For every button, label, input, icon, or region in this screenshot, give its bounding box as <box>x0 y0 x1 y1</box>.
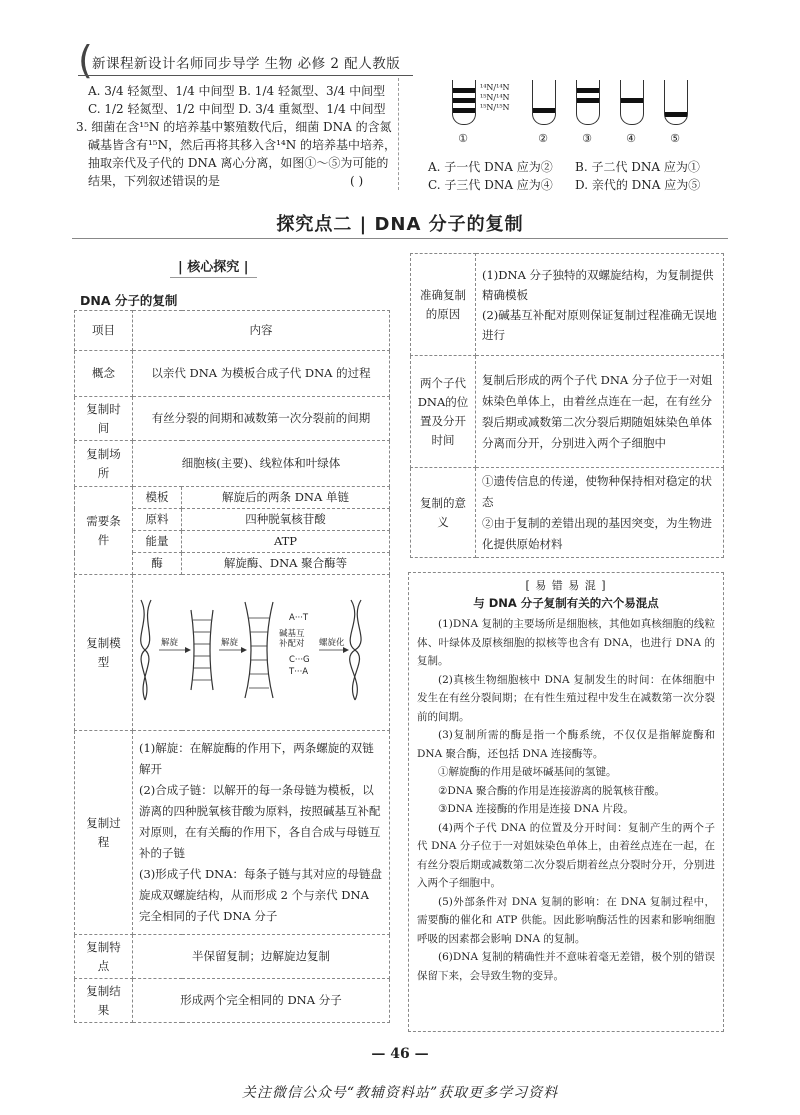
process-cell <box>133 731 390 935</box>
tube-number: ② <box>538 132 548 145</box>
tube-4 <box>620 80 644 125</box>
tube-band <box>577 88 599 93</box>
error-prone-box <box>408 572 724 1032</box>
box-paragraph: (6)DNA 复制的精确性并不意味着毫无差错，极个别的错误保留下来，会导致生物的变异。 <box>417 951 715 982</box>
band-label-heavy: ¹⁵N/¹⁵N <box>480 103 510 112</box>
label-unwind: 解旋 <box>221 637 239 648</box>
cell-value <box>476 254 724 356</box>
reason-item: (2)碱基互补配对原则保证复制过程准确无误地进行 <box>482 307 717 342</box>
cell-label: 复制模型 <box>75 575 133 731</box>
core-inquiry-heading: | 核心探究 | <box>170 256 257 278</box>
table-row <box>75 979 390 1023</box>
q3-answer-paren: ( ) <box>350 174 364 188</box>
cell-value: 以亲代 DNA 为模板合成子代 DNA 的过程 <box>133 351 390 397</box>
cell-value: 细胞核(主要)、线粒体和叶绿体 <box>133 441 390 487</box>
tube-2 <box>532 80 556 125</box>
table-row <box>75 935 390 979</box>
table-row <box>411 468 724 558</box>
seq-label: T···A <box>289 666 309 677</box>
q3-line2: 碱基皆含有¹⁵N，然后再将其移入含¹⁴N 的培养基中培养， <box>88 138 397 152</box>
table-row <box>411 356 724 468</box>
q3-option-a: A. 子一代 DNA 应为② <box>428 160 553 174</box>
table-row <box>75 731 390 935</box>
box-paragraph: ②DNA 聚合酶的作用是连接游离的脱氧核苷酸。 <box>438 784 665 797</box>
band-label-light: ¹⁴N/¹⁴N <box>480 83 510 92</box>
cell-value: 复制后形成的两个子代 DNA 分子位于一对姐妹染色单体上，由着丝点连在一起，在有丝分裂后期或减数第二次分裂后期随姐妹染色单体分离而分开，分别进入两个子细胞中 <box>476 356 724 468</box>
label-pair: 补配对 <box>279 638 305 649</box>
box-tag: [ 易 错 易 混 ] <box>525 579 607 592</box>
page-number: — 46 — <box>371 1046 429 1062</box>
box-paragraph: (4)两个子代 DNA 的位置及分开时间：复制产生的两个子代 DNA 分子位于一对姐妹染色单体上，由着丝点连在一起，在有丝分裂后期或减数第二次分裂后期着丝点分裂时分开，分别进入两个子细胞中。 <box>417 821 715 889</box>
table-subtitle: DNA 分子的复制 <box>80 293 178 308</box>
parent-strand <box>210 610 213 690</box>
replication-model-diagram <box>133 590 389 710</box>
tube-5 <box>664 80 688 125</box>
cell-label: 需要条件 <box>75 487 133 575</box>
table-row <box>75 575 390 731</box>
q3-option-c: C. 子三代 DNA 应为④ <box>428 178 553 192</box>
cell-value: 有丝分裂的间期和减数第一次分裂前的间期 <box>133 397 390 441</box>
process-step: (3)形成子代 DNA：每条子链与其对应的母链盘旋成双螺旋结构，从而形成 2 个与亲代 DNA 完全相同的子代 DNA 分子 <box>139 867 383 923</box>
title-underline <box>72 238 728 239</box>
seq-label: A···T <box>289 612 309 623</box>
table-row <box>75 441 390 487</box>
box-paragraph: (2)真核生物细胞核中 DNA 复制发生的时间：在体细胞中发生在有丝分裂间期；在有性生殖过程中发生在减数第一次分裂前的间期。 <box>417 673 715 723</box>
tube-band <box>577 98 599 103</box>
tube-band <box>453 88 475 93</box>
band-label-mid: ¹⁵N/¹⁴N <box>480 93 510 102</box>
tube-band <box>621 98 643 103</box>
cell-label: 复制结果 <box>75 979 133 1023</box>
cell-label: 两个子代DNA的位置及分开时间 <box>411 356 476 468</box>
cell-label: 复制特点 <box>75 935 133 979</box>
table-row <box>75 351 390 397</box>
helix-strand <box>141 600 151 700</box>
replication-table-continued <box>410 253 724 558</box>
cell-label: 复制的意义 <box>411 468 476 558</box>
tube-band <box>665 112 687 117</box>
cell-value <box>476 468 724 558</box>
box-paragraph: ③DNA 连接酶的作用是连接 DNA 片段。 <box>438 803 634 815</box>
table-row <box>411 254 724 356</box>
footer-note: 关注微信公众号“教辅资料站”获取更多学习资料 <box>241 1085 559 1101</box>
parent-strand <box>191 610 194 690</box>
tube-number: ① <box>458 132 468 145</box>
q3-line3: 抽取亲代及子代的 DNA 离心分离，如图①～⑤为可能的 <box>88 156 389 170</box>
page-header: 新课程新设计名师同步导学 生物 必修 2 配人教版 <box>92 56 401 72</box>
cell-label: 概念 <box>75 351 133 397</box>
q2-options-line2: C. 1/2 轻氮型、1/2 中间型 D. 3/4 重氮型、1/4 中间型 <box>88 102 386 116</box>
arrow-head <box>241 647 247 653</box>
section-title: 探究点二 | DNA 分子的复制 <box>276 214 524 235</box>
condition-key: 能量 <box>133 531 182 553</box>
cell-value: 内容 <box>133 311 390 351</box>
box-title: 与 DNA 分子复制有关的六个易混点 <box>473 596 659 610</box>
replication-table <box>74 310 390 1023</box>
box-paragraph: (1)DNA 复制的主要场所是细胞核，其他如真核细胞的线粒体、叶绿体及原核细胞的拟核等也含有 DNA，也进行 DNA 的复制。 <box>417 618 715 667</box>
tube-band <box>533 108 555 113</box>
tube-band <box>453 108 475 113</box>
parent-strand <box>267 602 273 698</box>
tube-band <box>453 98 475 103</box>
condition-value: ATP <box>182 531 390 553</box>
tube-1 <box>452 80 476 125</box>
q3-line1: 3. 细菌在含¹⁵N 的培养基中繁殖数代后，细菌 DNA 的含氮 <box>76 120 392 134</box>
cell-value: 半保留复制；边解旋边复制 <box>133 935 390 979</box>
cell-label: 复制场所 <box>75 441 133 487</box>
condition-key: 酶 <box>133 553 182 575</box>
tube-number: ⑤ <box>670 132 680 145</box>
label-spiral: 螺旋化 <box>319 637 345 648</box>
replication-model-cell <box>133 575 390 731</box>
process-step: (2)合成子链：以解开的每一条母链为模板，以游离的四种脱氧核苷酸为原料，按照碱基互补配对原则，在有关酶的作用下，各自合成与母链互补的子链 <box>139 783 381 860</box>
box-paragraph: (5)外部条件对 DNA 复制的影响：在 DNA 复制过程中，需要酶的催化和 ATP 供能。因此影响酶活性的因素和影响细胞呼吸的因素都会影响 DNA 的复制。 <box>417 895 715 945</box>
condition-value: 解旋后的两条 DNA 单链 <box>182 487 390 509</box>
label-pair: 碱基互 <box>279 628 305 639</box>
box-paragraph: (3)复制所需的酶是指一个酶系统，不仅仅是指解旋酶和 DNA 聚合酶，还包括 DNA 连接酶等。 <box>417 729 715 760</box>
helix-strand <box>350 600 361 700</box>
q3-option-b: B. 子二代 DNA 应为① <box>575 160 700 174</box>
meaning-item: ①遗传信息的传递，使物种保持相对稳定的状态 <box>482 473 712 509</box>
cell-label: 复制时间 <box>75 397 133 441</box>
cell-label: 复制过程 <box>75 731 133 935</box>
table-row <box>75 397 390 441</box>
q2-options-line1: A. 3/4 轻氮型、1/4 中间型 B. 1/4 轻氮型、3/4 中间型 <box>88 84 386 98</box>
cell-label: 准确复制的原因 <box>411 254 476 356</box>
cell-label: 项目 <box>75 311 133 351</box>
condition-key: 模板 <box>133 487 182 509</box>
reason-item: (1)DNA 分子独特的双螺旋结构，为复制提供精确模板 <box>482 267 714 302</box>
condition-value: 四种脱氧核苷酸 <box>182 509 390 531</box>
box-paragraph: ①解旋酶的作用是破坏碱基间的氢键。 <box>438 766 617 778</box>
seq-label: C···G <box>289 654 310 665</box>
column-divider <box>398 78 399 190</box>
header-brace: ( <box>78 38 93 82</box>
condition-key: 原料 <box>133 509 182 531</box>
table-row <box>75 487 390 509</box>
process-step: (1)解旋：在解旋酶的作用下，两条螺旋的双链解开 <box>139 741 374 776</box>
meaning-item: ②由于复制的差错出现的基因突变，为生物进化提供原始材料 <box>482 515 712 551</box>
centrifuge-tubes-diagram <box>450 80 710 152</box>
q3-line4: 结果，下列叙述错误的是 <box>88 174 221 188</box>
arrow-head <box>185 647 191 653</box>
box-body <box>409 615 723 985</box>
table-row <box>75 311 390 351</box>
tube-number: ④ <box>626 132 636 145</box>
q3-option-d: D. 亲代的 DNA 应为⑤ <box>575 178 701 192</box>
tube-3 <box>576 80 600 125</box>
label-unwind: 解旋 <box>161 637 179 648</box>
header-divider <box>78 75 413 76</box>
cell-value: 形成两个完全相同的 DNA 分子 <box>133 979 390 1023</box>
condition-value: 解旋酶、DNA 聚合酶等 <box>182 553 390 575</box>
tube-number: ③ <box>582 132 592 145</box>
